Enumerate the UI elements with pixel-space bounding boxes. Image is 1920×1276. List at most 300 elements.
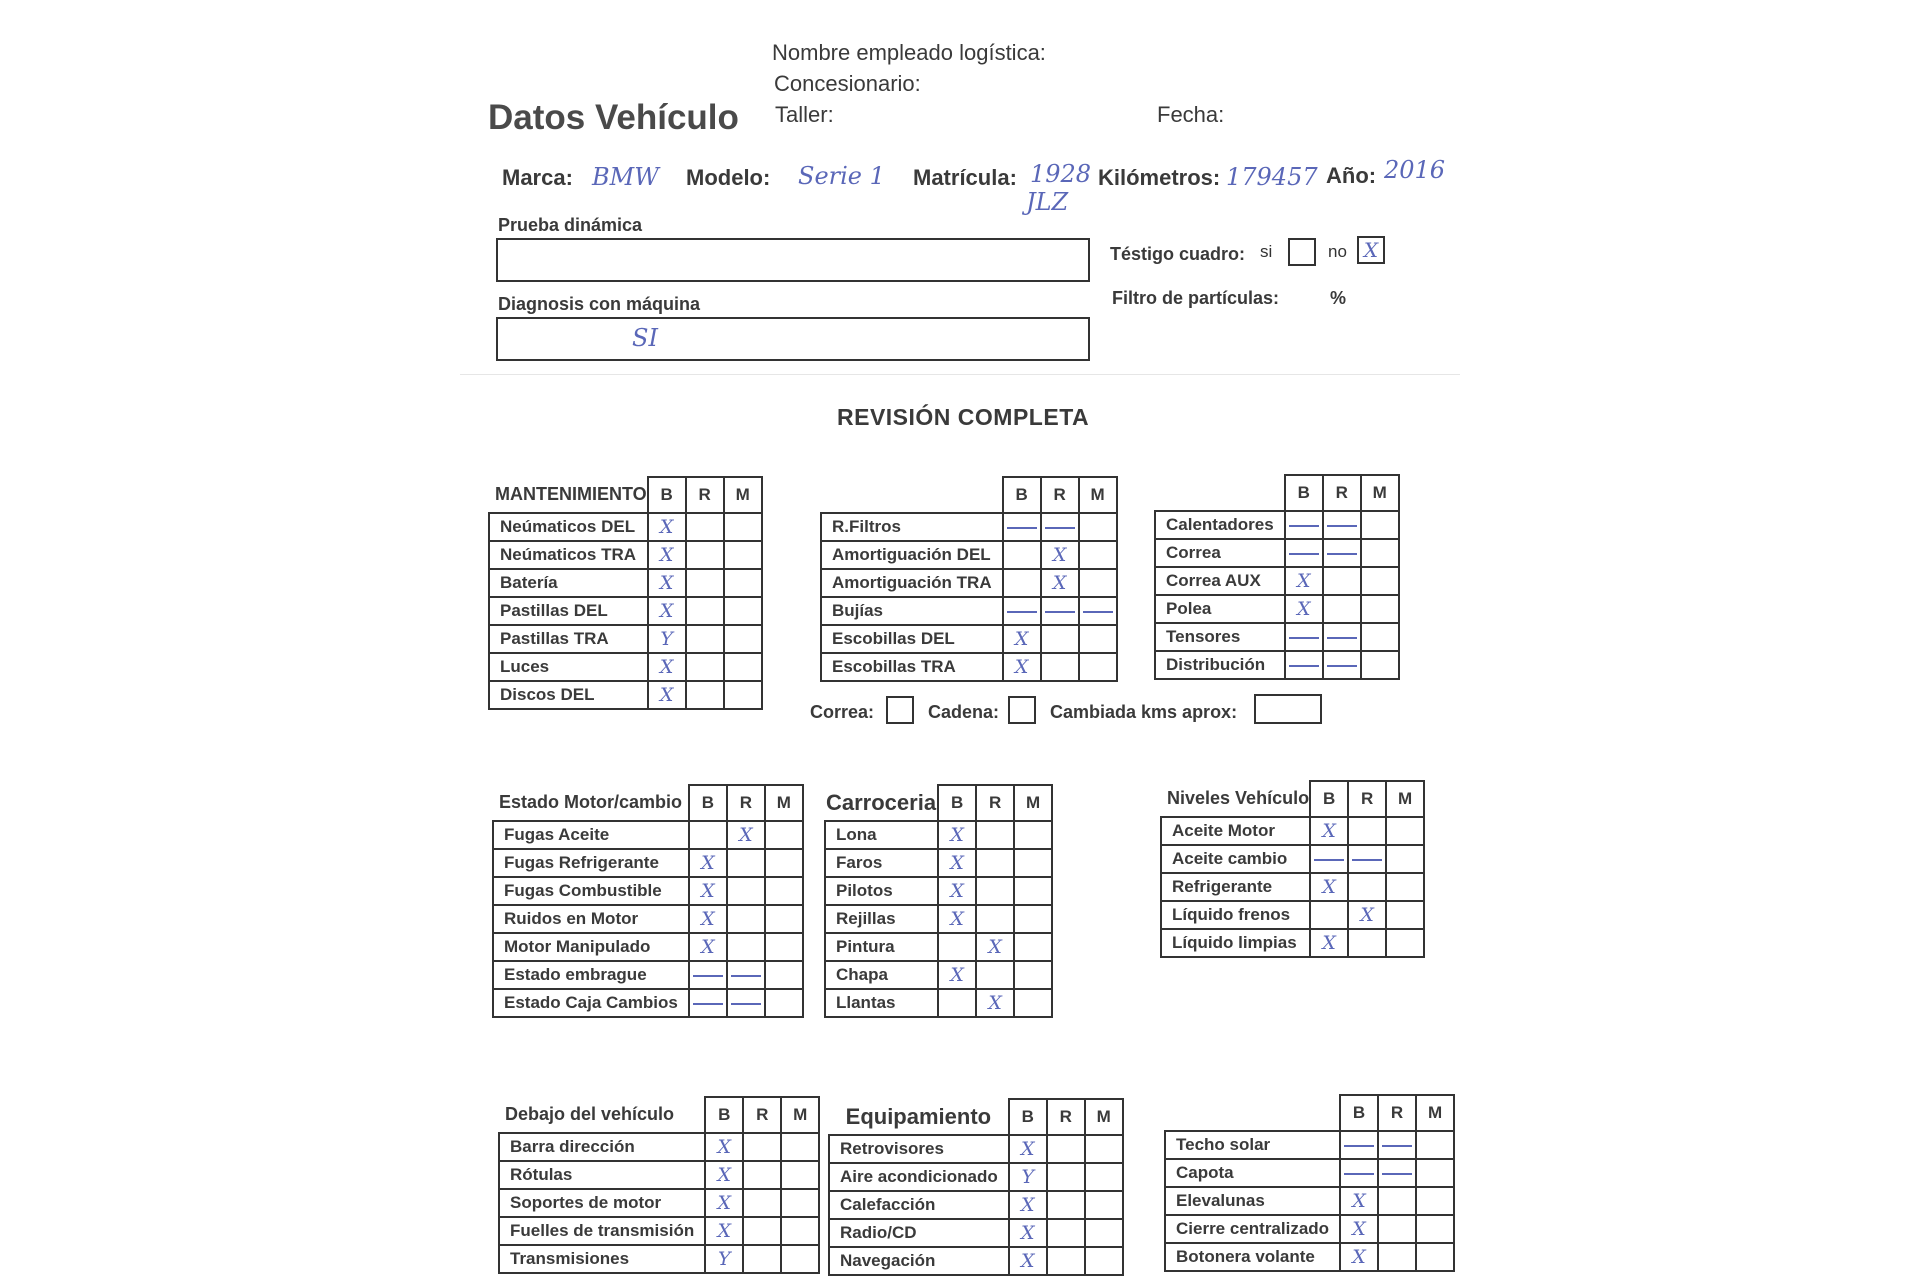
mark-cell-r[interactable]: [1041, 597, 1079, 625]
row-label: Bujías: [821, 597, 1003, 625]
mark-cell-m[interactable]: [724, 653, 762, 681]
mark-cell-m[interactable]: [1416, 1215, 1454, 1243]
mark-cell-m[interactable]: [765, 877, 803, 905]
group-title: [821, 477, 1003, 513]
employee-label: Nombre empleado logística:: [772, 40, 1046, 65]
row-label: Barra dirección: [499, 1133, 705, 1161]
plate-value-line1: 1928: [1030, 160, 1092, 188]
mark-cell-m[interactable]: [765, 849, 803, 877]
plate-value-line2: JLZ: [1026, 188, 1069, 216]
mark-cell-r[interactable]: [686, 681, 724, 709]
grid-niveles: [1160, 780, 1425, 958]
col-header-r: R: [686, 477, 724, 513]
mark-cell-r[interactable]: [727, 933, 765, 961]
table-row: [821, 625, 1117, 653]
mark-cell-r[interactable]: [1323, 623, 1361, 651]
mark-cell-m[interactable]: [1416, 1131, 1454, 1159]
mark-cell-r[interactable]: [976, 961, 1014, 989]
mark-cell-b[interactable]: X: [648, 653, 686, 681]
table-row: [493, 905, 803, 933]
mark-cell-m[interactable]: [781, 1189, 819, 1217]
col-header-b: B: [1340, 1095, 1378, 1131]
dynamic-test-label: Prueba dinámica: [498, 215, 643, 235]
mark-cell-b[interactable]: X: [1009, 1135, 1047, 1163]
table-row: [499, 1245, 819, 1273]
row-label: Soportes de motor: [499, 1189, 705, 1217]
col-header-b: B: [648, 477, 686, 513]
row-label: Ruidos en Motor: [493, 905, 689, 933]
group-title: Niveles Vehículo: [1167, 788, 1310, 808]
mark-cell-m[interactable]: [1416, 1243, 1454, 1271]
table-row: [1161, 845, 1424, 873]
row-label: Escobillas TRA: [821, 653, 1003, 681]
mark-cell-b[interactable]: X: [938, 905, 976, 933]
mark-cell-b[interactable]: X: [1009, 1191, 1047, 1219]
mark-cell-m[interactable]: [724, 541, 762, 569]
mark-cell-m[interactable]: [1386, 901, 1424, 929]
col-header-r: R: [1323, 475, 1361, 511]
mark-cell-r[interactable]: X: [976, 989, 1014, 1017]
mark-cell-r[interactable]: [686, 569, 724, 597]
mark-cell-r[interactable]: [1348, 845, 1386, 873]
mark-cell-b[interactable]: X: [648, 569, 686, 597]
mark-cell-m[interactable]: [1386, 873, 1424, 901]
table-row: [1155, 651, 1399, 679]
dash-mark: [1382, 1145, 1412, 1147]
mark-cell-b[interactable]: X: [648, 513, 686, 541]
mark-cell-b[interactable]: X: [689, 877, 727, 905]
mark-cell-b[interactable]: [1003, 541, 1041, 569]
table-row: [825, 989, 1052, 1017]
mark-cell-b[interactable]: Y: [648, 625, 686, 653]
row-label: Pastillas DEL: [489, 597, 648, 625]
mark-cell-b[interactable]: X: [1285, 595, 1323, 623]
witness-no-checkbox[interactable]: X: [1357, 236, 1385, 264]
mark-cell-r[interactable]: [1323, 567, 1361, 595]
col-header-m: M: [1014, 785, 1052, 821]
mark-cell-r[interactable]: X: [727, 821, 765, 849]
mark-cell-m[interactable]: [1361, 567, 1399, 595]
mark-cell-m[interactable]: [724, 681, 762, 709]
mark-cell-r[interactable]: [1323, 511, 1361, 539]
table-row: [489, 653, 762, 681]
row-label: Techo solar: [1165, 1131, 1340, 1159]
mark-cell-m[interactable]: [1014, 877, 1052, 905]
dash-mark: [1352, 859, 1382, 861]
mark-cell-r[interactable]: [1378, 1215, 1416, 1243]
dash-mark: [1327, 525, 1357, 527]
mark-cell-r[interactable]: [1047, 1135, 1085, 1163]
col-header-r: R: [1348, 781, 1386, 817]
mark-cell-b[interactable]: [1285, 623, 1323, 651]
table-row: [489, 541, 762, 569]
mark-cell-r[interactable]: [976, 877, 1014, 905]
col-header-m: M: [1085, 1099, 1123, 1135]
col-header-r: R: [1047, 1099, 1085, 1135]
table-row: [1155, 511, 1399, 539]
diagnosis-field[interactable]: [496, 317, 1090, 361]
mark-cell-m[interactable]: [1361, 623, 1399, 651]
mark-cell-m[interactable]: [1085, 1191, 1123, 1219]
row-label: Aire acondicionado: [829, 1163, 1009, 1191]
dash-mark: [1382, 1173, 1412, 1175]
mark-cell-r[interactable]: [727, 961, 765, 989]
col-header-m: M: [765, 785, 803, 821]
table-row: [493, 933, 803, 961]
grid-mantenimiento: [488, 476, 763, 710]
mark-cell-r[interactable]: [1047, 1247, 1085, 1275]
mark-cell-m[interactable]: [765, 905, 803, 933]
row-label: Llantas: [825, 989, 938, 1017]
col-header-b: B: [1009, 1099, 1047, 1135]
mark-cell-m[interactable]: [781, 1133, 819, 1161]
mark-cell-m[interactable]: [1085, 1247, 1123, 1275]
mark-cell-r[interactable]: [1323, 539, 1361, 567]
dash-mark: [1007, 527, 1037, 529]
mark-cell-b[interactable]: X: [938, 849, 976, 877]
mark-cell-r[interactable]: X: [1041, 541, 1079, 569]
grid-debajo: [498, 1096, 820, 1274]
mark-cell-m[interactable]: [724, 625, 762, 653]
dash-mark: [693, 975, 723, 977]
group-title: [1155, 475, 1285, 511]
brand-label: Marca:: [502, 165, 573, 190]
mark-cell-m[interactable]: [1386, 845, 1424, 873]
mark-cell-r[interactable]: [727, 905, 765, 933]
row-label: Elevalunas: [1165, 1187, 1340, 1215]
row-label: Líquido limpias: [1161, 929, 1310, 957]
mark-cell-b[interactable]: X: [1003, 653, 1041, 681]
mark-cell-b[interactable]: X: [705, 1189, 743, 1217]
mark-cell-m[interactable]: [1085, 1219, 1123, 1247]
mark-cell-b[interactable]: [1003, 569, 1041, 597]
mark-cell-r[interactable]: [1041, 653, 1079, 681]
mark-cell-b[interactable]: [1003, 513, 1041, 541]
mark-cell-r[interactable]: [1047, 1163, 1085, 1191]
mark-cell-b[interactable]: X: [1009, 1219, 1047, 1247]
mark-cell-m[interactable]: [781, 1161, 819, 1189]
mark-cell-b[interactable]: X: [1310, 817, 1348, 845]
mark-cell-b[interactable]: X: [689, 849, 727, 877]
grid-motor: [492, 784, 804, 1018]
grid-confort: [1164, 1094, 1455, 1272]
inspection-sheet: [460, 0, 1460, 1272]
mark-cell-r[interactable]: [1041, 513, 1079, 541]
dash-mark: [1344, 1173, 1374, 1175]
mark-cell-b[interactable]: X: [1310, 929, 1348, 957]
col-header-b: B: [938, 785, 976, 821]
mark-cell-r[interactable]: [1378, 1187, 1416, 1215]
mark-cell-m[interactable]: [1361, 511, 1399, 539]
mark-cell-m[interactable]: [1014, 905, 1052, 933]
dash-mark: [731, 1003, 761, 1005]
col-header-r: R: [1378, 1095, 1416, 1131]
mark-cell-m[interactable]: [1079, 513, 1117, 541]
mark-cell-b[interactable]: X: [1285, 567, 1323, 595]
mark-cell-b[interactable]: [1285, 651, 1323, 679]
table-row: [829, 1247, 1123, 1275]
mark-cell-b[interactable]: [1310, 845, 1348, 873]
table-row: [493, 849, 803, 877]
table-row: [489, 681, 762, 709]
mark-cell-b[interactable]: [938, 989, 976, 1017]
mark-cell-m[interactable]: [1416, 1187, 1454, 1215]
mark-cell-m[interactable]: [1014, 961, 1052, 989]
diagnosis-value: SI: [632, 324, 658, 352]
mark-cell-m[interactable]: [1079, 597, 1117, 625]
mark-cell-m[interactable]: [1386, 817, 1424, 845]
table-row: [1155, 567, 1399, 595]
col-header-m: M: [781, 1097, 819, 1133]
mark-cell-b[interactable]: [689, 961, 727, 989]
mark-cell-b[interactable]: [1003, 597, 1041, 625]
mark-cell-b[interactable]: X: [689, 905, 727, 933]
row-label: Botonera volante: [1165, 1243, 1340, 1271]
belt-cadena-label: Cadena:: [928, 702, 1000, 722]
table-row: [499, 1189, 819, 1217]
row-label: Discos DEL: [489, 681, 648, 709]
mark-cell-r[interactable]: [1348, 929, 1386, 957]
mark-cell-b[interactable]: X: [648, 541, 686, 569]
mark-cell-b[interactable]: [689, 989, 727, 1017]
mark-cell-m[interactable]: [1386, 929, 1424, 957]
mark-cell-r[interactable]: [743, 1133, 781, 1161]
page-title: Datos Vehículo: [488, 98, 739, 137]
mark-cell-b[interactable]: X: [938, 877, 976, 905]
row-label: Cierre centralizado: [1165, 1215, 1340, 1243]
mark-cell-m[interactable]: [1361, 539, 1399, 567]
mark-cell-b[interactable]: X: [648, 681, 686, 709]
mark-cell-r[interactable]: [1323, 595, 1361, 623]
mark-cell-r[interactable]: [1323, 651, 1361, 679]
mark-cell-m[interactable]: [1014, 849, 1052, 877]
belt-kms-field[interactable]: [1254, 694, 1322, 724]
row-label: Calefacción: [829, 1191, 1009, 1219]
table-row: [1161, 817, 1424, 845]
table-row: [825, 933, 1052, 961]
dash-mark: [1045, 527, 1075, 529]
mark-cell-b[interactable]: X: [1340, 1215, 1378, 1243]
table-row: [825, 877, 1052, 905]
row-label: Correa: [1155, 539, 1285, 567]
mark-cell-r[interactable]: [686, 541, 724, 569]
table-row: [829, 1191, 1123, 1219]
divider: [460, 374, 1460, 375]
table-row: [1161, 929, 1424, 957]
mark-cell-b[interactable]: X: [705, 1133, 743, 1161]
mark-cell-r[interactable]: [1378, 1243, 1416, 1271]
mark-cell-b[interactable]: [1285, 539, 1323, 567]
row-label: Rótulas: [499, 1161, 705, 1189]
table-row: [825, 849, 1052, 877]
table-row: [1165, 1215, 1454, 1243]
dash-mark: [1327, 553, 1357, 555]
mark-cell-b[interactable]: [1340, 1131, 1378, 1159]
mark-cell-b[interactable]: X: [1003, 625, 1041, 653]
dash-mark: [1007, 611, 1037, 613]
mark-cell-b[interactable]: X: [1340, 1243, 1378, 1271]
mark-cell-m[interactable]: [724, 513, 762, 541]
table-row: [1165, 1131, 1454, 1159]
mark-cell-b[interactable]: X: [648, 597, 686, 625]
dash-mark: [731, 975, 761, 977]
mark-cell-m[interactable]: [781, 1217, 819, 1245]
row-label: Correa AUX: [1155, 567, 1285, 595]
mark-cell-m[interactable]: [724, 569, 762, 597]
mark-cell-r[interactable]: X: [1348, 901, 1386, 929]
row-label: Navegación: [829, 1247, 1009, 1275]
grid-carroceria: [824, 784, 1053, 1018]
mark-cell-m[interactable]: [1079, 569, 1117, 597]
mark-cell-b[interactable]: [1285, 511, 1323, 539]
mark-cell-m[interactable]: [1079, 541, 1117, 569]
table-row: [499, 1161, 819, 1189]
belt-correa-checkbox[interactable]: [886, 696, 914, 724]
mark-cell-r[interactable]: [686, 653, 724, 681]
mark-cell-m[interactable]: [765, 821, 803, 849]
mark-cell-r[interactable]: [727, 849, 765, 877]
table-row: [489, 625, 762, 653]
mark-cell-r[interactable]: [1047, 1219, 1085, 1247]
mark-cell-b[interactable]: [1340, 1159, 1378, 1187]
mark-cell-b[interactable]: X: [705, 1217, 743, 1245]
mark-cell-m[interactable]: [1079, 625, 1117, 653]
mark-cell-r[interactable]: [743, 1217, 781, 1245]
dynamic-test-field[interactable]: [496, 238, 1090, 282]
mark-cell-m[interactable]: [765, 933, 803, 961]
row-label: Estado Caja Cambios: [493, 989, 689, 1017]
mark-cell-b[interactable]: Y: [1009, 1163, 1047, 1191]
mark-cell-b[interactable]: [938, 933, 976, 961]
mark-cell-r[interactable]: [1378, 1159, 1416, 1187]
table-row: [499, 1217, 819, 1245]
dash-mark: [1289, 525, 1319, 527]
mark-cell-m[interactable]: [781, 1245, 819, 1273]
grid-filtros: [820, 476, 1118, 682]
mark-cell-b[interactable]: [1310, 901, 1348, 929]
table-row: [821, 513, 1117, 541]
mark-cell-m[interactable]: [1014, 933, 1052, 961]
col-header-r: R: [976, 785, 1014, 821]
dash-mark: [1314, 859, 1344, 861]
table-row: [1155, 623, 1399, 651]
row-label: Escobillas DEL: [821, 625, 1003, 653]
mark-cell-m[interactable]: [1416, 1159, 1454, 1187]
row-label: Pastillas TRA: [489, 625, 648, 653]
mark-cell-r[interactable]: [976, 821, 1014, 849]
col-header-r: R: [743, 1097, 781, 1133]
row-label: Amortiguación TRA: [821, 569, 1003, 597]
mark-cell-r[interactable]: [743, 1189, 781, 1217]
mark-cell-m[interactable]: [1079, 653, 1117, 681]
table-row: [493, 961, 803, 989]
mark-cell-r[interactable]: [1348, 817, 1386, 845]
mark-cell-b[interactable]: X: [689, 933, 727, 961]
row-label: Motor Manipulado: [493, 933, 689, 961]
row-label: Neúmaticos DEL: [489, 513, 648, 541]
no-label: no: [1328, 242, 1347, 261]
mark-cell-m[interactable]: [1361, 651, 1399, 679]
table-row: [829, 1135, 1123, 1163]
mark-cell-r[interactable]: [743, 1161, 781, 1189]
table-row: [489, 597, 762, 625]
mark-cell-r[interactable]: [976, 849, 1014, 877]
mark-cell-m[interactable]: [1361, 595, 1399, 623]
mark-cell-r[interactable]: [686, 597, 724, 625]
mark-cell-b[interactable]: X: [1340, 1187, 1378, 1215]
col-header-b: B: [1310, 781, 1348, 817]
mark-cell-m[interactable]: [765, 989, 803, 1017]
mark-cell-m[interactable]: [1085, 1135, 1123, 1163]
mark-cell-r[interactable]: [727, 989, 765, 1017]
mark-cell-m[interactable]: [1085, 1163, 1123, 1191]
row-label: Neúmaticos TRA: [489, 541, 648, 569]
col-header-m: M: [1079, 477, 1117, 513]
mark-cell-b[interactable]: [689, 821, 727, 849]
row-label: Líquido frenos: [1161, 901, 1310, 929]
row-label: Pintura: [825, 933, 938, 961]
col-header-b: B: [689, 785, 727, 821]
table-row: [825, 961, 1052, 989]
dash-mark: [1289, 637, 1319, 639]
row-label: Faros: [825, 849, 938, 877]
mark-cell-m[interactable]: [1014, 821, 1052, 849]
date-label: Fecha:: [1157, 102, 1225, 127]
witness-yes-checkbox[interactable]: [1288, 238, 1316, 266]
dash-mark: [1344, 1145, 1374, 1147]
table-row: [821, 653, 1117, 681]
mark-cell-b[interactable]: X: [938, 821, 976, 849]
mark-cell-r[interactable]: X: [976, 933, 1014, 961]
mark-cell-r[interactable]: [1041, 625, 1079, 653]
yes-label: si: [1260, 242, 1273, 261]
mark-cell-b[interactable]: X: [1009, 1247, 1047, 1275]
mark-cell-b[interactable]: Y: [705, 1245, 743, 1273]
mark-cell-m[interactable]: [1014, 989, 1052, 1017]
mark-cell-r[interactable]: X: [1041, 569, 1079, 597]
dash-mark: [1327, 637, 1357, 639]
mark-cell-b[interactable]: X: [938, 961, 976, 989]
mark-cell-b[interactable]: X: [705, 1161, 743, 1189]
mark-cell-r[interactable]: [1348, 873, 1386, 901]
mark-cell-r[interactable]: [686, 625, 724, 653]
table-row: [821, 541, 1117, 569]
mark-cell-r[interactable]: [976, 905, 1014, 933]
mark-cell-r[interactable]: [686, 513, 724, 541]
year-value: 2016: [1384, 156, 1446, 184]
mark-cell-r[interactable]: [1378, 1131, 1416, 1159]
mark-cell-r[interactable]: [727, 877, 765, 905]
row-label: Calentadores: [1155, 511, 1285, 539]
table-row: [1165, 1243, 1454, 1271]
row-label: Fuelles de transmisión: [499, 1217, 705, 1245]
col-header-m: M: [1386, 781, 1424, 817]
mark-cell-r[interactable]: [743, 1245, 781, 1273]
row-label: Tensores: [1155, 623, 1285, 651]
table-row: [489, 569, 762, 597]
row-label: Pilotos: [825, 877, 938, 905]
table-row: [1161, 901, 1424, 929]
row-label: Batería: [489, 569, 648, 597]
row-label: Retrovisores: [829, 1135, 1009, 1163]
mark-cell-r[interactable]: [1047, 1191, 1085, 1219]
row-label: Estado embrague: [493, 961, 689, 989]
belt-cadena-checkbox[interactable]: [1008, 696, 1036, 724]
mark-cell-m[interactable]: [765, 961, 803, 989]
table-row: [499, 1133, 819, 1161]
mark-cell-m[interactable]: [724, 597, 762, 625]
mark-cell-b[interactable]: X: [1310, 873, 1348, 901]
